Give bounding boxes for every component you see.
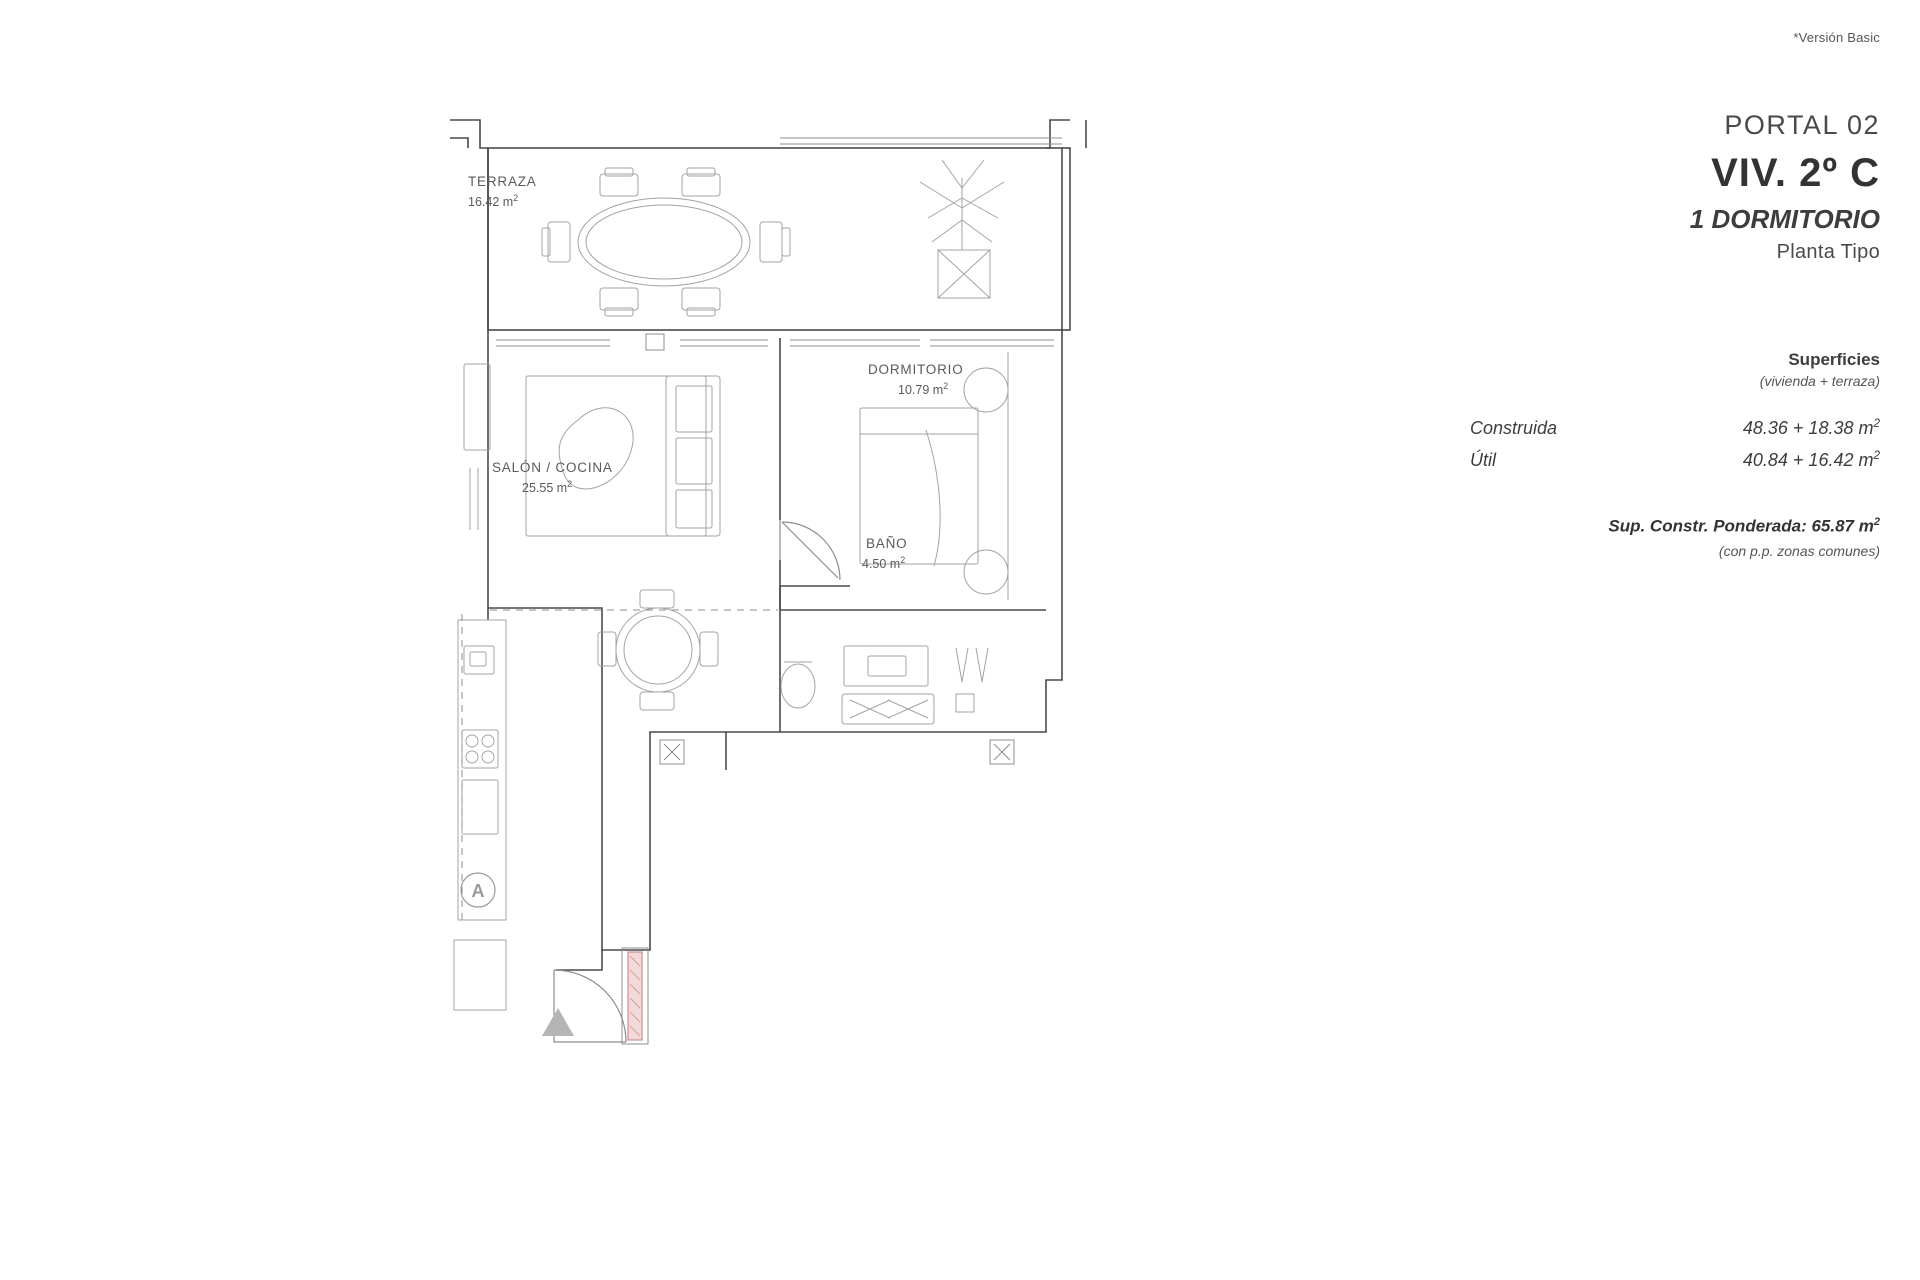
- room-name: BAÑO: [866, 536, 908, 551]
- ponderada-unit: 2: [1873, 516, 1880, 528]
- room-area-unit: 2: [900, 555, 906, 565]
- room-label-bano: [862, 536, 907, 571]
- bedrooms-label: 1 DORMITORIO: [1689, 204, 1880, 234]
- room-name: DORMITORIO: [868, 362, 964, 377]
- surface-row-value: [1743, 417, 1880, 439]
- surface-row: [1460, 417, 1880, 439]
- surfaces-block: [1460, 350, 1880, 559]
- room-name: TERRAZA: [468, 174, 537, 189]
- ponderada-note: (con p.p. zonas comunes): [1718, 542, 1880, 559]
- surfaces-rows: [1460, 417, 1880, 471]
- surface-row-value-text: 40.84 + 16.42 m: [1742, 450, 1874, 470]
- surfaces-title: Superficies: [1788, 350, 1880, 369]
- surface-row-unit: 2: [1873, 417, 1880, 430]
- terrace-dining-set-furniture: [542, 168, 790, 316]
- room-area: [898, 381, 948, 397]
- room-area-unit: 2: [513, 193, 519, 203]
- ponderada-label: [1460, 516, 1880, 537]
- room-area-unit: 2: [567, 479, 573, 489]
- floor-plan: [450, 90, 1270, 1190]
- bathroom-fixtures: [781, 646, 988, 724]
- door-swings: [554, 520, 840, 1042]
- surface-row-label: Útil: [1470, 450, 1496, 470]
- surfaces-subtitle: (vivienda + terraza): [1759, 373, 1880, 389]
- facade-windows: [496, 334, 1054, 350]
- surface-row-value-text: 48.36 + 18.38 m: [1742, 418, 1874, 438]
- room-label-dormitorio: [868, 362, 964, 397]
- version-note: *Versión Basic: [1793, 30, 1880, 45]
- direction-triangle-icon: [542, 1008, 574, 1036]
- room-label-salon-cocina: [492, 460, 613, 495]
- interior-partitions: [780, 338, 1046, 732]
- room-area-unit: 2: [943, 381, 949, 391]
- dining-table-furniture: [598, 590, 718, 710]
- access-marker-a: [461, 873, 495, 907]
- surface-row-label: Construida: [1470, 418, 1558, 438]
- room-area: [522, 479, 572, 495]
- access-marker-letter: A: [471, 881, 485, 901]
- zone-divider-dashed: [462, 610, 778, 920]
- portal-label: PORTAL 02: [1724, 110, 1880, 140]
- ponderada-text: Sup. Constr. Ponderada: 65.87 m: [1608, 516, 1874, 536]
- surface-row-value: [1743, 449, 1880, 471]
- structural-walls: [450, 120, 1086, 970]
- living-room-furniture: [464, 364, 720, 536]
- unit-info-panel: [1480, 110, 1880, 264]
- unit-label: VIV. 2º C: [1711, 151, 1880, 195]
- terrace-railing: [780, 138, 1062, 144]
- surface-row-unit: 2: [1873, 449, 1880, 462]
- room-name: SALÓN / COCINA: [492, 460, 613, 475]
- room-area: [468, 193, 518, 209]
- room-area: [862, 555, 905, 571]
- terrace-plant-icon: [920, 160, 1004, 298]
- room-label-terraza: [468, 174, 537, 209]
- entrance-door-accent: [622, 948, 648, 1044]
- surface-row: [1460, 449, 1880, 471]
- room-area-value: 4.50 m: [862, 557, 901, 571]
- room-area-value: 16.42 m: [468, 195, 514, 209]
- room-area-value: 10.79 m: [898, 383, 944, 397]
- floor-type-label: Planta Tipo: [1776, 241, 1880, 263]
- floor-plan-svg: [450, 90, 1270, 1190]
- wall-vent-markers: [660, 740, 1014, 764]
- room-area-value: 25.55 m: [522, 481, 568, 495]
